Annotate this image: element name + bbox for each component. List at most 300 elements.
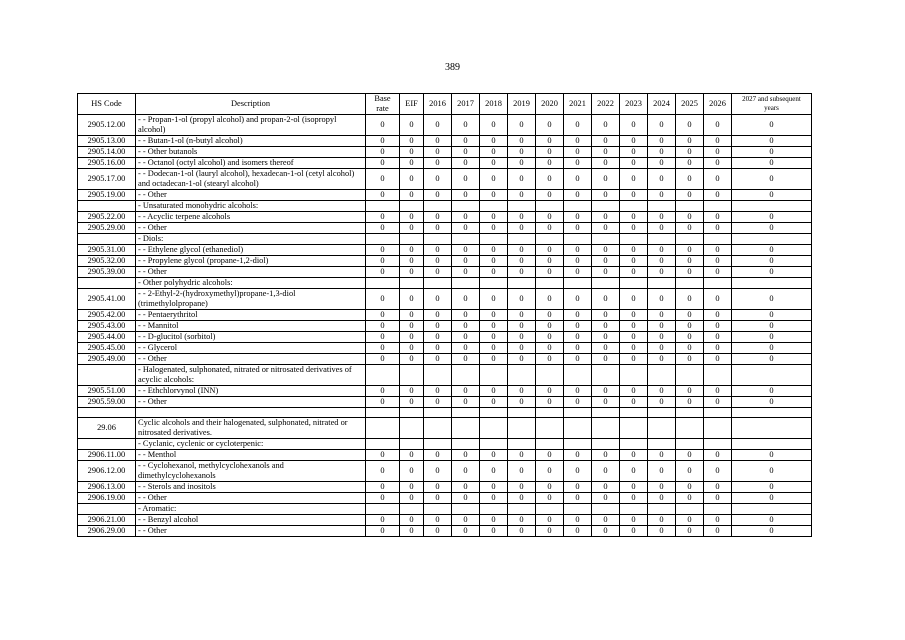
header-2022: 2022: [592, 94, 620, 115]
year-rate-cell: 0: [732, 169, 812, 190]
eif-rate-cell: 0: [400, 256, 424, 267]
hs-code-cell: 2905.49.00: [78, 354, 136, 365]
base-rate-cell: [366, 504, 400, 515]
year-rate-cell: [592, 365, 620, 386]
year-rate-cell: 0: [732, 450, 812, 461]
eif-rate-cell: 0: [400, 115, 424, 136]
description-cell: - Cyclanic, cyclenic or cycloterpenic:: [136, 439, 366, 450]
table-row: [78, 365, 812, 386]
base-rate-cell: 0: [366, 386, 400, 397]
base-rate-cell: 0: [366, 267, 400, 278]
hs-code-cell: 2906.11.00: [78, 450, 136, 461]
year-rate-cell: 0: [620, 310, 648, 321]
eif-rate-cell: 0: [400, 450, 424, 461]
eif-rate-cell: 0: [400, 343, 424, 354]
year-rate-cell: 0: [620, 450, 648, 461]
year-rate-cell: [508, 408, 536, 418]
year-rate-cell: [424, 439, 452, 450]
year-rate-cell: 0: [592, 256, 620, 267]
year-rate-cell: [564, 504, 592, 515]
base-rate-cell: 0: [366, 321, 400, 332]
year-rate-cell: 0: [676, 343, 704, 354]
year-rate-cell: 0: [732, 158, 812, 169]
eif-rate-cell: [400, 365, 424, 386]
eif-rate-cell: 0: [400, 289, 424, 310]
year-rate-cell: 0: [620, 482, 648, 493]
hs-code-cell: 2905.12.00: [78, 115, 136, 136]
table-row: [78, 234, 812, 245]
base-rate-cell: 0: [366, 212, 400, 223]
year-rate-cell: 0: [564, 256, 592, 267]
base-rate-cell: 0: [366, 147, 400, 158]
eif-rate-cell: 0: [400, 493, 424, 504]
year-rate-cell: 0: [732, 332, 812, 343]
hs-code-cell: 2905.29.00: [78, 223, 136, 234]
year-rate-cell: 0: [704, 332, 732, 343]
year-rate-cell: 0: [704, 256, 732, 267]
year-rate-cell: 0: [648, 158, 676, 169]
year-rate-cell: 0: [732, 482, 812, 493]
year-rate-cell: 0: [424, 136, 452, 147]
year-rate-cell: 0: [564, 343, 592, 354]
base-rate-cell: 0: [366, 115, 400, 136]
year-rate-cell: 0: [480, 397, 508, 408]
year-rate-cell: 0: [564, 354, 592, 365]
base-rate-cell: [366, 439, 400, 450]
year-rate-cell: 0: [592, 343, 620, 354]
table-row: [78, 201, 812, 212]
year-rate-cell: [452, 418, 480, 439]
year-rate-cell: 0: [480, 158, 508, 169]
header-eif: EIF: [400, 94, 424, 115]
year-rate-cell: 0: [536, 147, 564, 158]
base-rate-cell: 0: [366, 190, 400, 201]
description-cell: - - Propan-1-ol (propyl alcohol) and propan-2-ol (isopropyl alcohol): [136, 115, 366, 136]
eif-rate-cell: 0: [400, 190, 424, 201]
base-rate-cell: [366, 365, 400, 386]
base-rate-cell: 0: [366, 223, 400, 234]
year-rate-cell: [620, 408, 648, 418]
eif-rate-cell: 0: [400, 245, 424, 256]
table-row: [78, 158, 812, 169]
year-rate-cell: 0: [452, 289, 480, 310]
year-rate-cell: 0: [676, 397, 704, 408]
year-rate-cell: [704, 201, 732, 212]
year-rate-cell: [508, 365, 536, 386]
year-rate-cell: [648, 278, 676, 289]
year-rate-cell: 0: [508, 515, 536, 526]
year-rate-cell: [536, 504, 564, 515]
year-rate-cell: [536, 278, 564, 289]
year-rate-cell: 0: [452, 115, 480, 136]
year-rate-cell: 0: [564, 332, 592, 343]
year-rate-cell: 0: [536, 321, 564, 332]
year-rate-cell: 0: [620, 245, 648, 256]
year-rate-cell: 0: [508, 526, 536, 537]
year-rate-cell: [592, 418, 620, 439]
year-rate-cell: 0: [452, 526, 480, 537]
description-cell: - - Propylene glycol (propane-1,2-diol): [136, 256, 366, 267]
year-rate-cell: [704, 278, 732, 289]
base-rate-cell: 0: [366, 245, 400, 256]
year-rate-cell: 0: [704, 354, 732, 365]
year-rate-cell: 0: [480, 245, 508, 256]
table-row: [78, 482, 812, 493]
table-row: [78, 115, 812, 136]
hs-code-cell: 2905.59.00: [78, 397, 136, 408]
base-rate-cell: 0: [366, 493, 400, 504]
year-rate-cell: 0: [508, 289, 536, 310]
year-rate-cell: 0: [592, 461, 620, 482]
year-rate-cell: 0: [480, 450, 508, 461]
year-rate-cell: 0: [564, 289, 592, 310]
eif-rate-cell: 0: [400, 267, 424, 278]
year-rate-cell: 0: [564, 461, 592, 482]
year-rate-cell: 0: [536, 169, 564, 190]
year-rate-cell: 0: [564, 397, 592, 408]
header-row: [78, 94, 812, 115]
year-rate-cell: 0: [424, 493, 452, 504]
year-rate-cell: 0: [676, 267, 704, 278]
year-rate-cell: [480, 418, 508, 439]
year-rate-cell: 0: [508, 386, 536, 397]
year-rate-cell: 0: [648, 332, 676, 343]
table-row: [78, 310, 812, 321]
year-rate-cell: 0: [536, 267, 564, 278]
header-2026: 2026: [704, 94, 732, 115]
description-cell: - - Dodecan-1-ol (lauryl alcohol), hexadecan-1-ol (cetyl alcohol) and octadecan-1-ol (stearyl alcohol): [136, 169, 366, 190]
base-rate-cell: 0: [366, 461, 400, 482]
year-rate-cell: 0: [732, 397, 812, 408]
year-rate-cell: 0: [592, 515, 620, 526]
year-rate-cell: 0: [536, 397, 564, 408]
base-rate-cell: [366, 234, 400, 245]
year-rate-cell: 0: [676, 515, 704, 526]
eif-rate-cell: 0: [400, 223, 424, 234]
description-cell: - - Butan-1-ol (n-butyl alcohol): [136, 136, 366, 147]
year-rate-cell: 0: [564, 493, 592, 504]
year-rate-cell: 0: [508, 354, 536, 365]
hs-code-cell: [78, 201, 136, 212]
year-rate-cell: 0: [424, 223, 452, 234]
year-rate-cell: 0: [704, 169, 732, 190]
year-rate-cell: 0: [424, 343, 452, 354]
year-rate-cell: [452, 439, 480, 450]
eif-rate-cell: [400, 234, 424, 245]
hs-code-cell: 2906.19.00: [78, 493, 136, 504]
year-rate-cell: 0: [648, 515, 676, 526]
year-rate-cell: 0: [480, 461, 508, 482]
year-rate-cell: 0: [452, 158, 480, 169]
table-row: [78, 461, 812, 482]
hs-code-cell: [78, 439, 136, 450]
year-rate-cell: 0: [424, 354, 452, 365]
year-rate-cell: 0: [676, 310, 704, 321]
year-rate-cell: 0: [732, 343, 812, 354]
page-number: 389: [445, 62, 460, 73]
year-rate-cell: [648, 201, 676, 212]
description-cell: - - Other: [136, 354, 366, 365]
eif-rate-cell: [400, 201, 424, 212]
year-rate-cell: 0: [424, 482, 452, 493]
header-2019: 2019: [508, 94, 536, 115]
hs-code-cell: [78, 234, 136, 245]
year-rate-cell: 0: [424, 212, 452, 223]
year-rate-cell: 0: [424, 267, 452, 278]
year-rate-cell: 0: [592, 321, 620, 332]
base-rate-cell: 0: [366, 158, 400, 169]
header-2027-and-subsequent: 2027 and subsequent years: [732, 94, 812, 115]
hs-code-cell: [78, 365, 136, 386]
hs-code-cell: [78, 278, 136, 289]
year-rate-cell: 0: [704, 343, 732, 354]
year-rate-cell: 0: [620, 343, 648, 354]
year-rate-cell: [676, 278, 704, 289]
year-rate-cell: 0: [676, 450, 704, 461]
year-rate-cell: 0: [676, 212, 704, 223]
year-rate-cell: [648, 408, 676, 418]
base-rate-cell: [366, 418, 400, 439]
year-rate-cell: 0: [508, 212, 536, 223]
year-rate-cell: [508, 504, 536, 515]
description-cell: - - D-glucitol (sorbitol): [136, 332, 366, 343]
year-rate-cell: 0: [676, 223, 704, 234]
hs-code-cell: [78, 408, 136, 418]
year-rate-cell: 0: [536, 289, 564, 310]
year-rate-cell: 0: [620, 190, 648, 201]
table-row: [78, 493, 812, 504]
year-rate-cell: [564, 365, 592, 386]
base-rate-cell: 0: [366, 310, 400, 321]
year-rate-cell: 0: [564, 136, 592, 147]
eif-rate-cell: 0: [400, 526, 424, 537]
year-rate-cell: 0: [732, 310, 812, 321]
table-row: [78, 289, 812, 310]
hs-code-cell: 2905.14.00: [78, 147, 136, 158]
year-rate-cell: 0: [452, 461, 480, 482]
table-row: [78, 256, 812, 267]
year-rate-cell: 0: [452, 493, 480, 504]
year-rate-cell: 0: [452, 354, 480, 365]
header-2024: 2024: [648, 94, 676, 115]
eif-rate-cell: 0: [400, 332, 424, 343]
year-rate-cell: 0: [508, 136, 536, 147]
year-rate-cell: 0: [424, 147, 452, 158]
year-rate-cell: [508, 418, 536, 439]
year-rate-cell: 0: [676, 136, 704, 147]
year-rate-cell: 0: [536, 493, 564, 504]
year-rate-cell: [424, 408, 452, 418]
year-rate-cell: 0: [648, 267, 676, 278]
year-rate-cell: [704, 408, 732, 418]
eif-rate-cell: 0: [400, 212, 424, 223]
eif-rate-cell: [400, 504, 424, 515]
year-rate-cell: 0: [648, 289, 676, 310]
year-rate-cell: 0: [536, 526, 564, 537]
year-rate-cell: 0: [452, 332, 480, 343]
year-rate-cell: [536, 439, 564, 450]
eif-rate-cell: 0: [400, 482, 424, 493]
year-rate-cell: 0: [508, 450, 536, 461]
description-cell: - - Other butanols: [136, 147, 366, 158]
year-rate-cell: 0: [424, 115, 452, 136]
table-row: [78, 332, 812, 343]
year-rate-cell: 0: [676, 190, 704, 201]
year-rate-cell: [564, 278, 592, 289]
year-rate-cell: 0: [676, 526, 704, 537]
hs-code-cell: 2905.19.00: [78, 190, 136, 201]
year-rate-cell: 0: [648, 321, 676, 332]
year-rate-cell: 0: [648, 386, 676, 397]
year-rate-cell: 0: [732, 115, 812, 136]
year-rate-cell: 0: [620, 169, 648, 190]
year-rate-cell: 0: [508, 256, 536, 267]
year-rate-cell: 0: [452, 343, 480, 354]
table-row: [78, 223, 812, 234]
year-rate-cell: 0: [648, 190, 676, 201]
hs-code-cell: 2906.12.00: [78, 461, 136, 482]
year-rate-cell: 0: [620, 115, 648, 136]
year-rate-cell: 0: [452, 169, 480, 190]
year-rate-cell: [704, 504, 732, 515]
description-cell: - - Other: [136, 223, 366, 234]
year-rate-cell: 0: [648, 115, 676, 136]
year-rate-cell: [480, 278, 508, 289]
year-rate-cell: [704, 234, 732, 245]
year-rate-cell: 0: [564, 147, 592, 158]
year-rate-cell: [452, 365, 480, 386]
description-cell: - Diols:: [136, 234, 366, 245]
year-rate-cell: 0: [648, 245, 676, 256]
year-rate-cell: 0: [452, 310, 480, 321]
hs-code-cell: 2905.22.00: [78, 212, 136, 223]
year-rate-cell: 0: [536, 223, 564, 234]
year-rate-cell: 0: [704, 482, 732, 493]
year-rate-cell: 0: [592, 158, 620, 169]
year-rate-cell: 0: [592, 223, 620, 234]
year-rate-cell: [592, 234, 620, 245]
year-rate-cell: 0: [620, 147, 648, 158]
year-rate-cell: 0: [592, 397, 620, 408]
base-rate-cell: 0: [366, 354, 400, 365]
year-rate-cell: 0: [732, 461, 812, 482]
year-rate-cell: 0: [424, 526, 452, 537]
year-rate-cell: 0: [508, 158, 536, 169]
eif-rate-cell: 0: [400, 147, 424, 158]
year-rate-cell: 0: [676, 386, 704, 397]
year-rate-cell: 0: [704, 212, 732, 223]
year-rate-cell: 0: [704, 245, 732, 256]
hs-code-cell: 2905.17.00: [78, 169, 136, 190]
year-rate-cell: 0: [564, 223, 592, 234]
hs-code-cell: 2906.29.00: [78, 526, 136, 537]
year-rate-cell: 0: [452, 321, 480, 332]
hs-code-cell: 2906.13.00: [78, 482, 136, 493]
description-cell: - - Pentaerythritol: [136, 310, 366, 321]
table-row: [78, 397, 812, 408]
year-rate-cell: 0: [480, 515, 508, 526]
year-rate-cell: [452, 408, 480, 418]
base-rate-cell: 0: [366, 482, 400, 493]
year-rate-cell: [424, 234, 452, 245]
base-rate-cell: 0: [366, 526, 400, 537]
base-rate-cell: 0: [366, 515, 400, 526]
year-rate-cell: 0: [480, 212, 508, 223]
year-rate-cell: [732, 504, 812, 515]
year-rate-cell: 0: [732, 515, 812, 526]
year-rate-cell: 0: [508, 245, 536, 256]
hs-code-cell: 2905.42.00: [78, 310, 136, 321]
eif-rate-cell: 0: [400, 461, 424, 482]
year-rate-cell: [508, 278, 536, 289]
year-rate-cell: 0: [592, 310, 620, 321]
year-rate-cell: 0: [676, 147, 704, 158]
hs-code-cell: 2905.44.00: [78, 332, 136, 343]
year-rate-cell: 0: [620, 397, 648, 408]
description-cell: - Unsaturated monohydric alcohols:: [136, 201, 366, 212]
year-rate-cell: 0: [480, 343, 508, 354]
table-body: [78, 115, 812, 537]
year-rate-cell: 0: [732, 256, 812, 267]
eif-rate-cell: [400, 418, 424, 439]
year-rate-cell: 0: [676, 245, 704, 256]
year-rate-cell: 0: [620, 267, 648, 278]
base-rate-cell: 0: [366, 332, 400, 343]
year-rate-cell: 0: [648, 212, 676, 223]
base-rate-cell: [366, 201, 400, 212]
year-rate-cell: 0: [620, 158, 648, 169]
year-rate-cell: 0: [452, 515, 480, 526]
description-cell: - - Mannitol: [136, 321, 366, 332]
year-rate-cell: 0: [564, 526, 592, 537]
base-rate-cell: [366, 408, 400, 418]
year-rate-cell: 0: [676, 482, 704, 493]
year-rate-cell: [676, 234, 704, 245]
year-rate-cell: 0: [508, 169, 536, 190]
year-rate-cell: [536, 365, 564, 386]
year-rate-cell: 0: [592, 115, 620, 136]
eif-rate-cell: 0: [400, 397, 424, 408]
year-rate-cell: 0: [480, 267, 508, 278]
year-rate-cell: 0: [452, 397, 480, 408]
year-rate-cell: 0: [620, 461, 648, 482]
year-rate-cell: 0: [480, 482, 508, 493]
year-rate-cell: 0: [676, 493, 704, 504]
year-rate-cell: 0: [508, 482, 536, 493]
year-rate-cell: [592, 439, 620, 450]
year-rate-cell: 0: [620, 354, 648, 365]
year-rate-cell: 0: [424, 450, 452, 461]
year-rate-cell: 0: [424, 461, 452, 482]
hs-code-cell: 2905.39.00: [78, 267, 136, 278]
description-cell: - - Cyclohexanol, methylcyclohexanols and dimethylcyclohexanols: [136, 461, 366, 482]
year-rate-cell: 0: [704, 515, 732, 526]
year-rate-cell: 0: [508, 190, 536, 201]
year-rate-cell: 0: [732, 526, 812, 537]
year-rate-cell: 0: [564, 310, 592, 321]
year-rate-cell: 0: [564, 158, 592, 169]
year-rate-cell: [592, 408, 620, 418]
base-rate-cell: 0: [366, 343, 400, 354]
year-rate-cell: 0: [424, 397, 452, 408]
base-rate-cell: 0: [366, 136, 400, 147]
year-rate-cell: 0: [564, 515, 592, 526]
year-rate-cell: 0: [704, 450, 732, 461]
year-rate-cell: [732, 418, 812, 439]
eif-rate-cell: 0: [400, 169, 424, 190]
year-rate-cell: [732, 439, 812, 450]
year-rate-cell: [536, 201, 564, 212]
